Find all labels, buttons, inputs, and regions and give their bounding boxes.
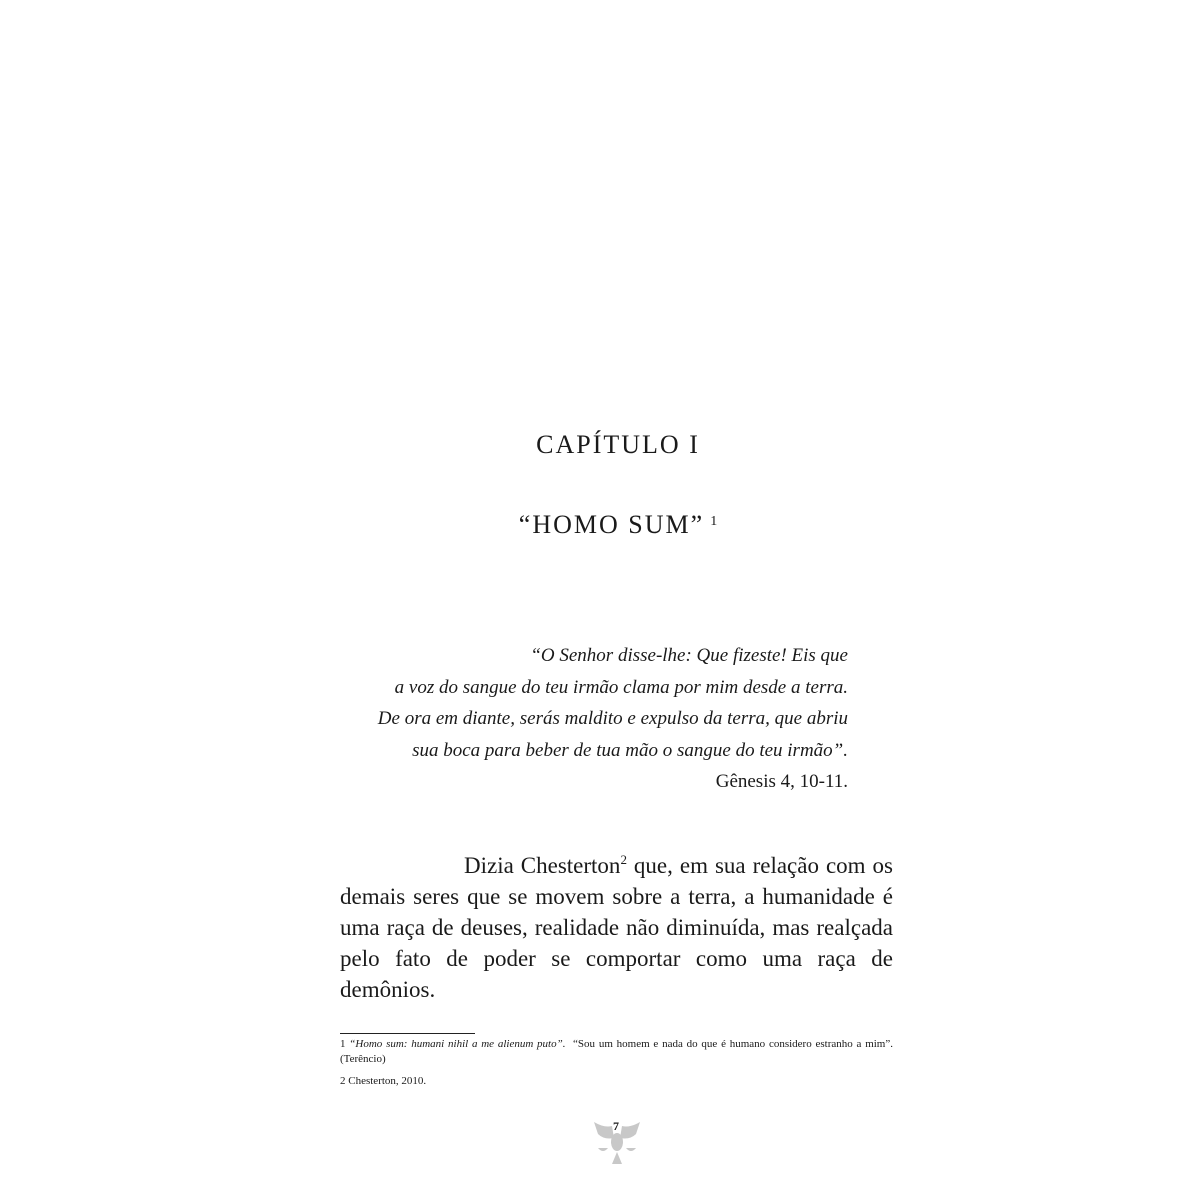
footnote-text: Chesterton, 2010. <box>348 1075 427 1087</box>
page-number: 7 <box>613 1119 619 1133</box>
footnote-number: 1 <box>340 1038 346 1050</box>
footnote-latin: “Homo sum: humani nihil a me alienum puto”. <box>349 1038 566 1050</box>
body-paragraph <box>340 844 893 1005</box>
footnote-divider <box>340 1033 475 1034</box>
footnote-1 <box>340 1037 896 1067</box>
epigraph-line: De ora em diante, serás maldito e expulso da terra, que abriu <box>377 708 848 729</box>
body-text-rest: que, em sua relação com os demais seres que se movem sobre a terra, a humanidade é uma raça de deuses, realidade não diminuída, mas realçada pelo fato de poder se comportar como uma raça de demônios. <box>340 853 893 1002</box>
body-text-start: Dizia Chesterton <box>464 853 621 878</box>
epigraph <box>340 640 848 798</box>
epigraph-line: sua boca para beber de tua mão o sangue do teu irmão”. <box>412 739 848 761</box>
subtitle-text: “HOMO SUM” <box>518 510 705 539</box>
footnote-ref-1: 1 <box>710 514 718 529</box>
footnotes <box>340 1037 896 1096</box>
chapter-subtitle <box>340 510 896 540</box>
epigraph-line: a voz do sangue do teu irmão clama por mim desde a terra. <box>394 676 848 698</box>
epigraph-line: “O Senhor disse-lhe: Que fizeste! Eis que <box>530 645 848 666</box>
chapter-title: CAPÍTULO I <box>536 430 700 459</box>
footnote-text: “Sou um homem e nada do que é humano considero estranho a mim”. (Terêncio) <box>340 1038 896 1065</box>
epigraph-source: Gênesis 4, 10-11. <box>715 771 848 792</box>
footnote-2 <box>340 1074 893 1089</box>
footnote-number: 2 <box>340 1075 346 1087</box>
footnote-ref-2: 2 <box>620 852 627 867</box>
